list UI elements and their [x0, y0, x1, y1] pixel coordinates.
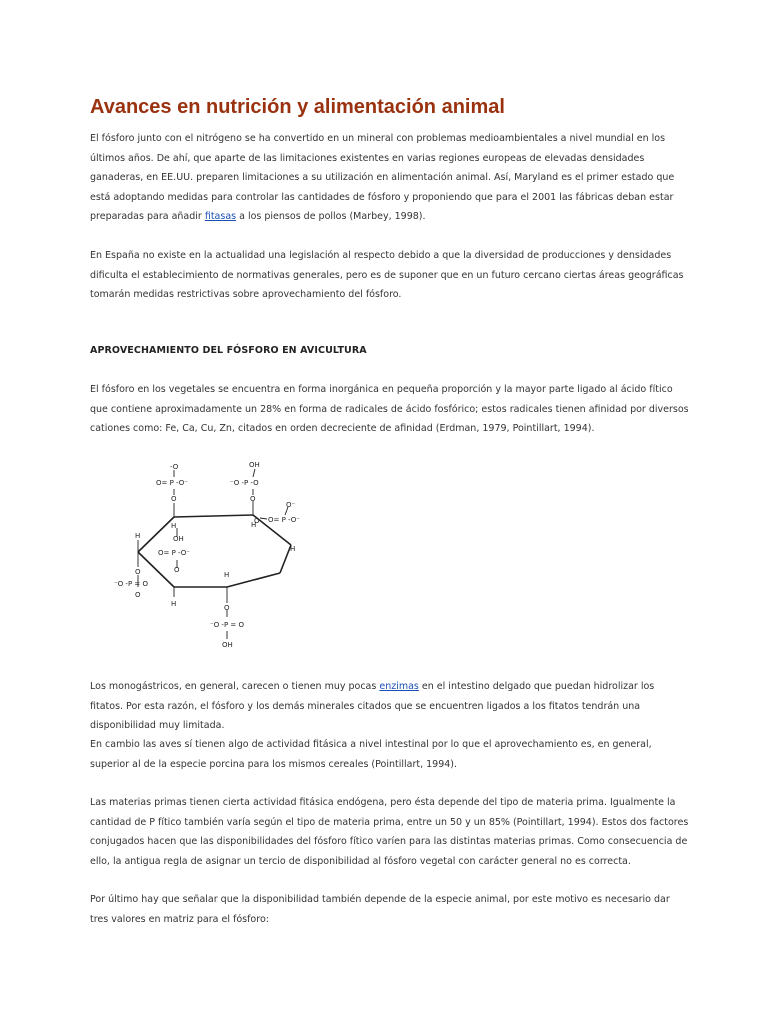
label-right-ester-o: O: [254, 517, 260, 525]
paragraph-spain: En España no existe en la actualidad una legislación al respecto debido a que la diversidad de producciones y densidades dificulta el establecimiento de normativas generales, pero es de suponer que en un futuro cercano ciertas áreas geográficas tomarán medidas restrictivas sobre aprovechamiento del fósforo.: [90, 250, 684, 300]
label-right-o: O⁻: [286, 501, 296, 509]
label-top-left-o: -O: [170, 463, 179, 471]
label-left-group: ⁻O -P = O: [114, 580, 149, 588]
enzimas-link[interactable]: enzimas: [379, 681, 419, 692]
page-title: Avances en nutrición y alimentación animal: [90, 96, 505, 118]
label-h-1: H: [171, 522, 177, 530]
label-inner-o: O: [174, 566, 180, 574]
label-left-bottom-o: O: [135, 591, 141, 599]
label-bottom-ester-o: O: [224, 604, 230, 612]
label-top-left-group: O= P -O⁻: [156, 479, 188, 487]
label-inner-group: O= P -O⁻: [158, 549, 190, 557]
paragraph-monogastric: [90, 677, 690, 736]
fitasas-link[interactable]: fitasas: [204, 211, 237, 222]
paragraph-intro: [90, 129, 690, 227]
paragraph-species: Por último hay que señalar que la disponibilidad también depende de la especie animal, por este motivo es necesario dar tres valores en matriz para el fósforo:: [90, 894, 670, 925]
paragraph-intro-text-a: El fósforo junto con el nitrógeno se ha convertido en un mineral con problemas medioambientales a nivel mundial en los últimos años. De ahí, que aparte de las limitaciones existentes en varias regiones europeas de elevadas densidades ganaderas, en EE.UU. preparen limitaciones a su utilización en alimentación animal. Así, Maryland es el primer estado que está adoptando medidas para controlar las cantidades de fósforo y proponiendo que para el 2001 las fábricas deban estar preparadas para añadir: [90, 133, 675, 222]
label-h-3: H: [290, 545, 296, 553]
label-bottom-group: ⁻O -P = O: [210, 621, 245, 629]
label-inner-oh: OH: [173, 535, 184, 543]
section-heading: APROVECHAMIENTO DEL FÓSFORO EN AVICULTURA: [90, 345, 367, 356]
paragraph-monogastric-text-b: en el intestino delgado que puedan hidrolizar los fitatos. Por esta razón, el fósforo y los demás minerales citados que se encuentren ligados a los fitatos tendrán una disponibilidad muy limitada.: [90, 681, 655, 731]
label-top-center-oh: OH: [249, 461, 260, 469]
paragraph-phosphorus: El fósforo en los vegetales se encuentra en forma inorgánica en pequeña proporción y la mayor parte ligado al ácido fítico que contiene aproximadamente un 28% en forma de radicales de ácido fosfórico; estos radicales tienen afinidad por diversos cationes como: Fe, Ca, Cu, Zn, citados en orden decreciente de afinidad (Erdman, 1979, Pointillart, 1994).: [90, 384, 689, 434]
paragraph-monogastric-text-a: Los monogástricos, en general, carecen o tienen muy pocas: [90, 681, 380, 692]
label-right-group: O= P -O⁻: [268, 516, 300, 524]
label-h-4: H: [135, 532, 141, 540]
paragraph-birds: En cambio las aves sí tienen algo de actividad fitásica a nivel intestinal por lo que el aprovechamiento es, en general, superior al de la especie porcina para los mismos cereales (Pointillart, 1994).: [90, 739, 652, 770]
label-left-ester-o: O: [135, 568, 141, 576]
label-h-6: H: [224, 571, 230, 579]
label-top-left-ester-o: O: [171, 495, 177, 503]
paragraph-intro-text-b: a los piensos de pollos (Marbey, 1998).: [236, 211, 426, 222]
label-bottom-oh: OH: [222, 641, 233, 649]
label-top-center-group: ⁻O -P -O: [230, 479, 259, 487]
paragraph-raw-materials: Las materias primas tienen cierta actividad fitásica endógena, pero ésta depende del tipo de materia prima. Igualmente la cantidad de P fítico también varía según el tipo de materia prima, entre un 50 y un 85% (Pointillart, 1994). Estos dos factores conjugados hacen que las disponibilidades del fósforo fítico varíen para las distintas materias primas. Como consecuencia de ello, la antigua regla de asignar un tercio de disponibilidad al fósforo vegetal con carácter general no es correcta.: [90, 797, 689, 867]
phytic-acid-diagram: [110, 455, 310, 650]
label-h-2: H: [251, 521, 257, 529]
label-h-5: H: [171, 600, 177, 608]
label-top-center-ester-o: O: [250, 495, 256, 503]
phytic-acid-structure-figure: [110, 455, 310, 650]
